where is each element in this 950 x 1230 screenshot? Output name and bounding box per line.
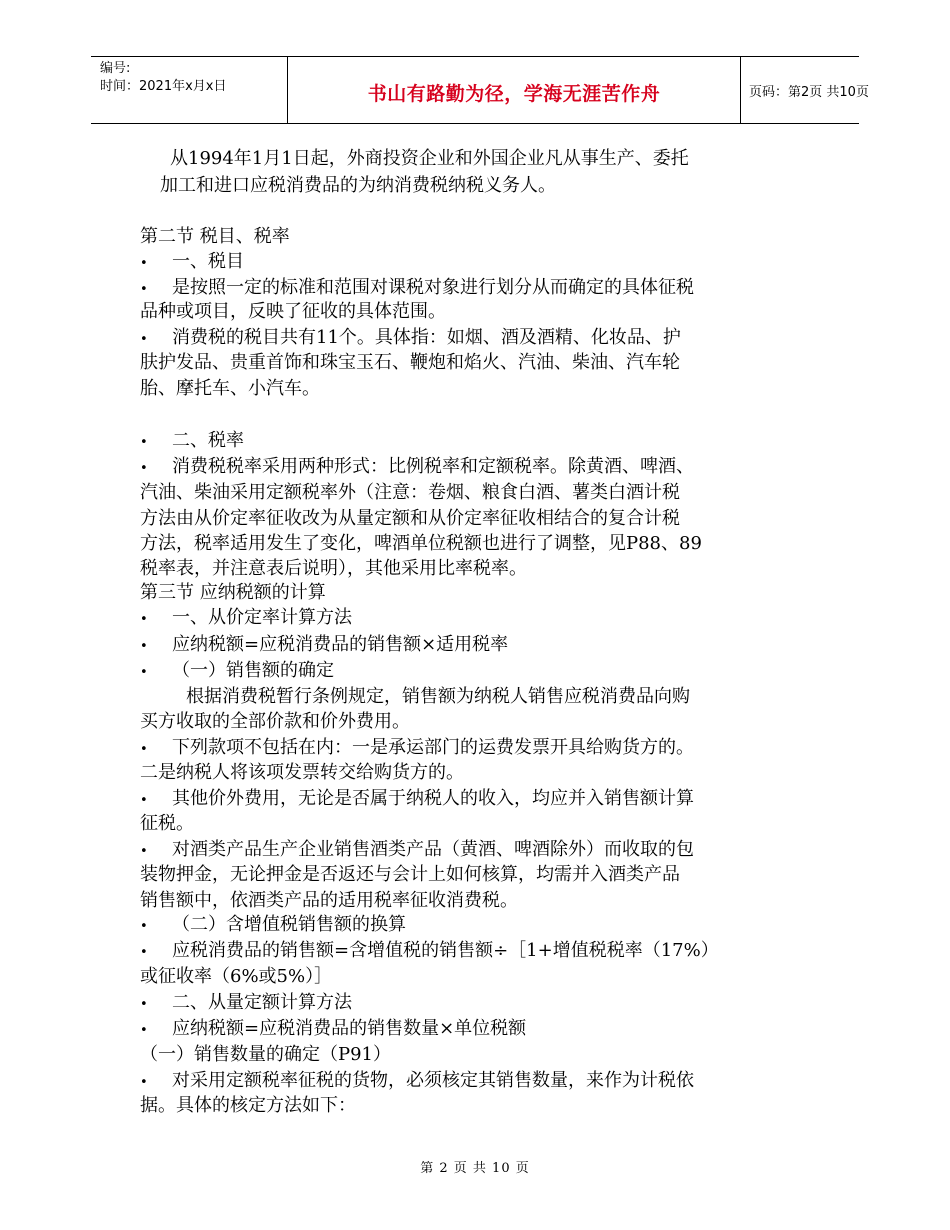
bullet-icon <box>140 606 152 632</box>
bullet-icon <box>140 1069 152 1095</box>
page-footer: 第 2 页 共 10 页 <box>420 1161 530 1176</box>
bullet-icon <box>140 250 152 276</box>
bullet-icon <box>140 787 152 813</box>
section-title: 第三节 应纳税额的计算 <box>140 582 326 603</box>
bullet-icon <box>140 736 152 762</box>
bullet-icon <box>140 1017 152 1043</box>
paragraph-line: 装物押金，无论押金是否返还与会计上如何核算，均需并入酒类产品 <box>140 864 680 885</box>
bullet-icon <box>140 838 152 864</box>
paragraph-line: 据。具体的核定方法如下： <box>140 1095 356 1116</box>
bullet-icon <box>140 455 152 481</box>
paragraph-line: （一）销售数量的确定（P91） <box>140 1044 392 1065</box>
bullet-icon <box>140 276 152 302</box>
paragraph-line: 根据消费税暂行条例规定，销售额为纳税人销售应税消费品向购 <box>186 686 690 707</box>
motto: 书山有路勤为径，学海无涯苦作舟 <box>367 83 661 105</box>
paragraph-line: 二是纳税人将该项发票转交给购货方的。 <box>140 762 464 783</box>
header-page-cell <box>740 57 869 123</box>
bullet-icon <box>140 991 152 1017</box>
paragraph-line: 买方收取的全部价款和价外费用。 <box>140 711 410 732</box>
page-header <box>91 56 869 124</box>
paragraph-line: 胎、摩托车、小汽车。 <box>140 378 320 399</box>
bullet-icon <box>140 939 152 965</box>
section-title: 第二节 税目、税率 <box>140 226 290 247</box>
page-info: 页码：第2页 共10页 <box>749 85 869 100</box>
time-label: 时间：2021年x月x日 <box>100 79 227 94</box>
paragraph-line: 品种或项目，反映了征收的具体范围。 <box>140 301 446 322</box>
paragraph-line: 加工和进口应税消费品的为纳消费税纳税义务人。 <box>160 175 556 196</box>
bullet-icon <box>140 326 152 352</box>
paragraph-line: 方法，税率适用发生了变化，啤酒单位税额也进行了调整，见P88、89 <box>140 533 702 554</box>
paragraph-line: 税率表，并注意表后说明），其他采用比率税率。 <box>140 558 527 579</box>
bullet-icon <box>140 913 152 939</box>
bullet-icon <box>140 659 152 685</box>
header-motto-cell <box>287 57 741 123</box>
paragraph-line: 销售额中，依酒类产品的适用税率征收消费税。 <box>140 890 518 911</box>
header-meta-cell <box>91 57 287 123</box>
serial-label: 编号: <box>100 61 131 76</box>
paragraph-line: 征税。 <box>140 813 194 834</box>
paragraph-line: 方法由从价定率征收改为从量定额和从价定率征收相结合的复合计税 <box>140 508 680 529</box>
paragraph-line: 汽油、柴油采用定额税率外（注意：卷烟、粮食白酒、薯类白酒计税 <box>140 482 680 503</box>
paragraph-line: 或征收率（6%或5%）］ <box>140 966 333 987</box>
bullet-icon <box>140 633 152 659</box>
paragraph-line: 肤护发品、贵重首饰和珠宝玉石、鞭炮和焰火、汽油、柴油、汽车轮 <box>140 352 680 373</box>
paragraph-line: 从1994年1月1日起，外商投资企业和外国企业凡从事生产、委托 <box>170 148 689 169</box>
bullet-icon <box>140 429 152 455</box>
